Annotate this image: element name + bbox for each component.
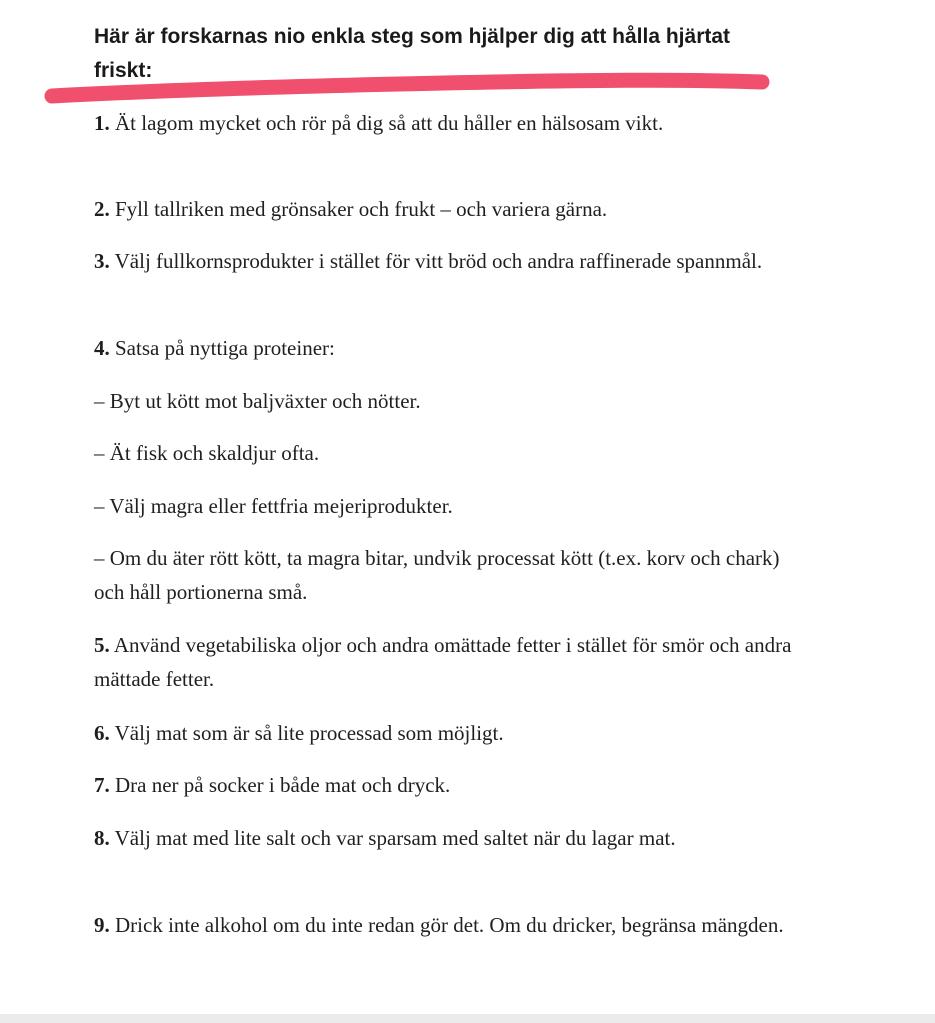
step-7: 7. Dra ner på socker i både mat och dryck. — [94, 773, 451, 797]
step-6: 6. Välj mat som är så lite processad som möjligt. — [94, 721, 504, 745]
step-4: 4. Satsa på nyttiga proteiner: — [94, 336, 335, 360]
step-5: 5. Använd vegetabiliska oljor och andra omättade fetter i stället för smör och andra mättade fetter. — [94, 633, 792, 691]
step-1: 1. Ät lagom mycket och rör på dig så att du håller en hälsosam vikt. — [94, 111, 664, 135]
step-2: 2. Fyll tallriken med grönsaker och frukt – och variera gärna. — [94, 197, 608, 221]
footer-divider — [0, 1014, 935, 1023]
step-8: 8. Välj mat med lite salt och var sparsam med saltet när du lagar mat. — [94, 826, 676, 850]
step-4-bullet-2: – Ät fisk och skaldjur ofta. — [94, 441, 320, 465]
step-4-bullet-4: – Om du äter rött kött, ta magra bitar, undvik processat kött (t.ex. korv och chark) och håll portionerna små. — [94, 546, 780, 604]
step-4-bullet-3: – Välj magra eller fettfria mejeriprodukter. — [94, 494, 453, 518]
highlight-underline-stroke — [44, 70, 774, 110]
step-3: 3. Välj fullkornsprodukter i stället för vitt bröd och andra raffinerade spannmål. — [94, 249, 763, 273]
step-4-bullet-1: – Byt ut kött mot baljväxter och nötter. — [94, 389, 421, 413]
step-9: 9. Drick inte alkohol om du inte redan gör det. Om du dricker, begränsa mängden. — [94, 913, 784, 937]
intro-heading: Här är forskarnas nio enkla steg som hjälper dig att hålla hjärtat friskt: — [94, 25, 731, 82]
